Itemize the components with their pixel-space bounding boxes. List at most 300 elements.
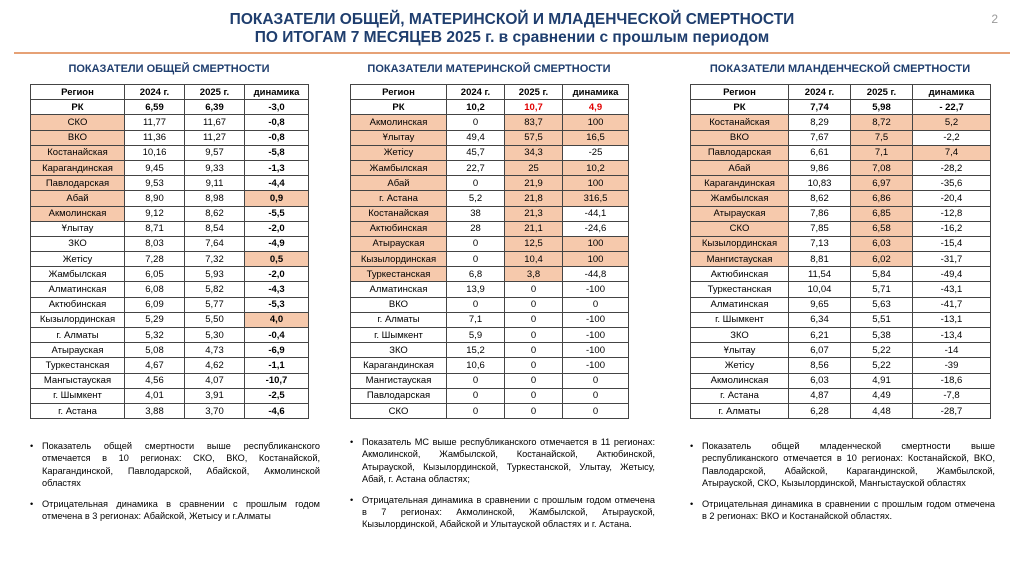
dynamics-cell: -4,3: [245, 282, 309, 297]
region-cell: Ұлытау: [691, 343, 789, 358]
value-2024-cell: 7,13: [789, 236, 851, 251]
table-row: [691, 252, 991, 267]
dynamics-cell: 0: [563, 373, 629, 388]
col-header-2024: 2024 г.: [125, 85, 185, 100]
value-2024-cell: 6,21: [789, 328, 851, 343]
general-note-2: • Отрицательная динамика в сравнении с прошлым годом отмечена в 3 регионах: Абайской, Жетысу и г.Алматы: [30, 498, 320, 522]
region-cell: Костанайская: [691, 115, 789, 130]
table-row: [351, 343, 629, 358]
dynamics-cell: -49,4: [913, 267, 991, 282]
table-row: [31, 191, 309, 206]
infant-section-title: ПОКАЗАТЕЛИ МЛАНДЕНЧЕСКОЙ СМЕРТНОСТИ: [709, 63, 971, 75]
value-2025-cell: 10,4: [505, 252, 563, 267]
table-row: [691, 130, 991, 145]
table-row: [31, 221, 309, 236]
value-2025-cell: 5,30: [185, 328, 245, 343]
table-row: [31, 343, 309, 358]
value-2025-cell: 0: [505, 282, 563, 297]
table-row: [691, 115, 991, 130]
region-cell: Жетісу: [31, 252, 125, 267]
page-title-line1: ПОКАЗАТЕЛИ ОБЩЕЙ, МАТЕРИНСКОЙ И МЛАДЕНЧЕСКОЙ СМЕРТНОСТИ: [229, 11, 795, 28]
value-2024-cell: 10,83: [789, 176, 851, 191]
col-header-dynamics: динамика: [563, 85, 629, 100]
value-2024-cell: 11,36: [125, 130, 185, 145]
dynamics-cell: - 22,7: [913, 100, 991, 115]
table-row: [351, 297, 629, 312]
region-cell: СКО: [31, 115, 125, 130]
value-2025-cell: 7,32: [185, 252, 245, 267]
dynamics-cell: 5,2: [913, 115, 991, 130]
dynamics-cell: -100: [563, 343, 629, 358]
value-2025-cell: 83,7: [505, 115, 563, 130]
value-2024-cell: 0: [447, 236, 505, 251]
table-row: [691, 373, 991, 388]
value-2024-cell: 8,56: [789, 358, 851, 373]
table-row: [691, 282, 991, 297]
value-2025-cell: 7,5: [851, 130, 913, 145]
value-2025-cell: 4,73: [185, 343, 245, 358]
region-cell: Мангыстауская: [31, 373, 125, 388]
region-cell: г. Астана: [691, 388, 789, 403]
dynamics-cell: -2,0: [245, 221, 309, 236]
value-2024-cell: 11,54: [789, 267, 851, 282]
value-2025-cell: 0: [505, 388, 563, 403]
value-2024-cell: 6,09: [125, 297, 185, 312]
dynamics-cell: -14: [913, 343, 991, 358]
maternal-notes: [350, 436, 655, 539]
table-row: [691, 343, 991, 358]
table-row: [31, 160, 309, 175]
table-row: [691, 297, 991, 312]
value-2025-cell: 21,3: [505, 206, 563, 221]
table-row: [351, 130, 629, 145]
table-row: [351, 252, 629, 267]
region-cell: Алматинская: [351, 282, 447, 297]
table-row: [691, 100, 991, 115]
dynamics-cell: -5,8: [245, 145, 309, 160]
region-cell: Атырауская: [31, 343, 125, 358]
dynamics-cell: -13,1: [913, 312, 991, 327]
table-row: [31, 145, 309, 160]
region-cell: г. Шымкент: [691, 312, 789, 327]
table-row: [31, 328, 309, 343]
region-cell: Жетісу: [691, 358, 789, 373]
region-cell: Ұлытау: [351, 130, 447, 145]
table-row: [691, 388, 991, 403]
dynamics-cell: -4,9: [245, 236, 309, 251]
dynamics-cell: -43,1: [913, 282, 991, 297]
value-2024-cell: 7,74: [789, 100, 851, 115]
region-cell: Мангистауская: [691, 252, 789, 267]
infant-note-1: • Показатель общей младенческой смертности выше республиканского отмечается в 10 регионах: Костанайской, ВКО, Павлодарской, Абайской, Карагандинской, Жамбылской, Атырауской, СКО, Кызылординской, Мангыстауской областях: [690, 441, 995, 489]
value-2025-cell: 9,11: [185, 176, 245, 191]
region-cell: г. Астана: [31, 403, 125, 418]
value-2025-cell: 0: [505, 328, 563, 343]
dynamics-cell: -13,4: [913, 328, 991, 343]
region-cell: Туркестанская: [691, 282, 789, 297]
dynamics-cell: 0: [563, 403, 629, 418]
col-header-2025: 2025 г.: [185, 85, 245, 100]
col-header-2024: 2024 г.: [789, 85, 851, 100]
dynamics-cell: -4,4: [245, 176, 309, 191]
region-cell: Костанайская: [351, 206, 447, 221]
dynamics-cell: -39: [913, 358, 991, 373]
dynamics-cell: -35,6: [913, 176, 991, 191]
value-2024-cell: 5,32: [125, 328, 185, 343]
value-2024-cell: 3,88: [125, 403, 185, 418]
table-row: [351, 388, 629, 403]
value-2025-cell: 8,62: [185, 206, 245, 221]
value-2025-cell: 9,57: [185, 145, 245, 160]
value-2025-cell: 34,3: [505, 145, 563, 160]
region-cell: Карагандинская: [31, 160, 125, 175]
infant-mortality-table: [690, 84, 991, 419]
value-2025-cell: 5,98: [851, 100, 913, 115]
note-text: Показатель общей младенческой смертности выше республиканского отмечается в 10 регионах: Костанайской, ВКО, Павлодарской, Абайской, Карагандинской, Жамбылской, Атырауской, СКО, Кызылординской, Мангыстауской областях: [702, 441, 995, 489]
dynamics-cell: -44,8: [563, 267, 629, 282]
value-2025-cell: 3,70: [185, 403, 245, 418]
table-row: [691, 145, 991, 160]
col-header-2024: 2024 г.: [447, 85, 505, 100]
value-2024-cell: 7,85: [789, 221, 851, 236]
note-text: Отрицательная динамика в сравнении с прошлым годом отмечена в 2 регионах: ВКО и Костанайской областях.: [702, 498, 995, 522]
value-2025-cell: 4,48: [851, 403, 913, 418]
dynamics-cell: -100: [563, 282, 629, 297]
value-2025-cell: 5,51: [851, 312, 913, 327]
value-2024-cell: 4,01: [125, 388, 185, 403]
value-2025-cell: 21,9: [505, 176, 563, 191]
col-header-2025: 2025 г.: [505, 85, 563, 100]
table-row: [31, 115, 309, 130]
table-row: [351, 328, 629, 343]
value-2025-cell: 7,1: [851, 145, 913, 160]
value-2025-cell: 5,50: [185, 312, 245, 327]
region-cell: Акмолинская: [691, 373, 789, 388]
dynamics-cell: -100: [563, 312, 629, 327]
value-2025-cell: 5,77: [185, 297, 245, 312]
table-row: [351, 221, 629, 236]
value-2024-cell: 6,61: [789, 145, 851, 160]
maternal-mortality-table: [350, 84, 629, 419]
col-header-dynamics: динамика: [245, 85, 309, 100]
value-2025-cell: 6,58: [851, 221, 913, 236]
value-2024-cell: 49,4: [447, 130, 505, 145]
dynamics-cell: 0: [563, 297, 629, 312]
value-2025-cell: 4,07: [185, 373, 245, 388]
region-cell: Абай: [691, 160, 789, 175]
region-cell: Алматинская: [31, 282, 125, 297]
dynamics-cell: -100: [563, 328, 629, 343]
region-cell: Актюбинская: [31, 297, 125, 312]
table-row: [351, 206, 629, 221]
dynamics-cell: -41,7: [913, 297, 991, 312]
table-row: [31, 373, 309, 388]
table-row: [31, 403, 309, 418]
value-2024-cell: 5,08: [125, 343, 185, 358]
infant-notes: [690, 440, 995, 530]
value-2025-cell: 8,72: [851, 115, 913, 130]
table-row: [691, 358, 991, 373]
table-row: [351, 267, 629, 282]
dynamics-cell: 7,4: [913, 145, 991, 160]
region-cell: Актюбинская: [351, 221, 447, 236]
value-2024-cell: 10,2: [447, 100, 505, 115]
value-2024-cell: 6,03: [789, 373, 851, 388]
value-2025-cell: 6,03: [851, 236, 913, 251]
table-row: [351, 191, 629, 206]
value-2025-cell: 9,33: [185, 160, 245, 175]
region-cell: Туркестанская: [351, 267, 447, 282]
dynamics-cell: 0: [563, 388, 629, 403]
table-row: [691, 176, 991, 191]
region-cell: Жамбылская: [351, 160, 447, 175]
value-2025-cell: 57,5: [505, 130, 563, 145]
region-cell: Жамбылская: [31, 267, 125, 282]
table-row: [351, 100, 629, 115]
general-note-1: • Показатель общей смертности выше республиканского отмечается в 10 регионах: СКО, ВКО, Костанайской, Карагандинской, Павлодарской, Абайской, Акмолинской областях: [30, 441, 320, 489]
region-cell: РК: [351, 100, 447, 115]
region-cell: Актюбинская: [691, 267, 789, 282]
value-2025-cell: 6,39: [185, 100, 245, 115]
table-row: [31, 176, 309, 191]
region-cell: РК: [691, 100, 789, 115]
region-cell: СКО: [351, 403, 447, 418]
value-2024-cell: 4,87: [789, 388, 851, 403]
value-2024-cell: 8,03: [125, 236, 185, 251]
table-row: [31, 206, 309, 221]
value-2025-cell: 0: [505, 297, 563, 312]
region-cell: СКО: [691, 221, 789, 236]
dynamics-cell: 100: [563, 236, 629, 251]
dynamics-cell: -6,9: [245, 343, 309, 358]
value-2025-cell: 5,93: [185, 267, 245, 282]
region-cell: Атырауская: [691, 206, 789, 221]
table-row: [31, 297, 309, 312]
value-2025-cell: 3,91: [185, 388, 245, 403]
value-2025-cell: 6,85: [851, 206, 913, 221]
dynamics-cell: -0,8: [245, 115, 309, 130]
dynamics-cell: -1,3: [245, 160, 309, 175]
region-cell: Костанайская: [31, 145, 125, 160]
region-cell: Жетісу: [351, 145, 447, 160]
region-cell: ВКО: [31, 130, 125, 145]
value-2024-cell: 5,9: [447, 328, 505, 343]
region-cell: ЗКО: [31, 236, 125, 251]
value-2024-cell: 5,2: [447, 191, 505, 206]
table-row: [351, 160, 629, 175]
region-cell: Павлодарская: [31, 176, 125, 191]
value-2025-cell: 5,71: [851, 282, 913, 297]
value-2025-cell: 6,97: [851, 176, 913, 191]
dynamics-cell: -16,2: [913, 221, 991, 236]
table-row: [691, 160, 991, 175]
dynamics-cell: -24,6: [563, 221, 629, 236]
region-cell: Акмолинская: [351, 115, 447, 130]
value-2025-cell: 11,67: [185, 115, 245, 130]
value-2024-cell: 9,45: [125, 160, 185, 175]
table-row: [31, 358, 309, 373]
value-2024-cell: 7,1: [447, 312, 505, 327]
value-2024-cell: 6,8: [447, 267, 505, 282]
value-2024-cell: 22,7: [447, 160, 505, 175]
region-cell: г. Шымкент: [351, 328, 447, 343]
region-cell: г. Алматы: [31, 328, 125, 343]
value-2024-cell: 5,29: [125, 312, 185, 327]
value-2024-cell: 0: [447, 297, 505, 312]
dynamics-cell: -100: [563, 358, 629, 373]
page-number: 2: [991, 12, 998, 26]
table-row: [351, 373, 629, 388]
dynamics-cell: -12,8: [913, 206, 991, 221]
value-2024-cell: 9,12: [125, 206, 185, 221]
value-2025-cell: 7,64: [185, 236, 245, 251]
region-cell: Карагандинская: [351, 358, 447, 373]
value-2024-cell: 7,28: [125, 252, 185, 267]
region-cell: Павлодарская: [691, 145, 789, 160]
dynamics-cell: 316,5: [563, 191, 629, 206]
dynamics-cell: 16,5: [563, 130, 629, 145]
value-2024-cell: 8,62: [789, 191, 851, 206]
value-2024-cell: 8,81: [789, 252, 851, 267]
region-cell: Павлодарская: [351, 388, 447, 403]
table-row: [351, 312, 629, 327]
col-header-dynamics: динамика: [913, 85, 991, 100]
dynamics-cell: -2,2: [913, 130, 991, 145]
dynamics-cell: -44,1: [563, 206, 629, 221]
value-2024-cell: 0: [447, 252, 505, 267]
value-2024-cell: 11,77: [125, 115, 185, 130]
dynamics-cell: -28,2: [913, 160, 991, 175]
table-row: [691, 267, 991, 282]
value-2025-cell: 4,62: [185, 358, 245, 373]
value-2024-cell: 10,6: [447, 358, 505, 373]
value-2025-cell: 5,84: [851, 267, 913, 282]
value-2024-cell: 6,59: [125, 100, 185, 115]
header-divider: [14, 52, 1010, 54]
region-cell: Алматинская: [691, 297, 789, 312]
value-2025-cell: 8,54: [185, 221, 245, 236]
region-cell: г. Алматы: [691, 403, 789, 418]
general-section-title: ПОКАЗАТЕЛИ ОБЩЕЙ СМЕРТНОСТИ: [68, 63, 270, 75]
value-2024-cell: 8,71: [125, 221, 185, 236]
value-2024-cell: 8,90: [125, 191, 185, 206]
dynamics-cell: 0,9: [245, 191, 309, 206]
table-row: [351, 358, 629, 373]
value-2024-cell: 0: [447, 176, 505, 191]
value-2024-cell: 4,67: [125, 358, 185, 373]
dynamics-cell: -3,0: [245, 100, 309, 115]
table-row: [351, 403, 629, 418]
dynamics-cell: -25: [563, 145, 629, 160]
value-2025-cell: 5,82: [185, 282, 245, 297]
dynamics-cell: 4,0: [245, 312, 309, 327]
dynamics-cell: -0,4: [245, 328, 309, 343]
value-2024-cell: 6,07: [789, 343, 851, 358]
value-2025-cell: 21,8: [505, 191, 563, 206]
value-2024-cell: 8,29: [789, 115, 851, 130]
value-2025-cell: 5,63: [851, 297, 913, 312]
table-row: [31, 236, 309, 251]
region-cell: ЗКО: [691, 328, 789, 343]
value-2025-cell: 0: [505, 403, 563, 418]
value-2025-cell: 5,22: [851, 358, 913, 373]
dynamics-cell: -31,7: [913, 252, 991, 267]
table-row: [31, 312, 309, 327]
table-row: [31, 388, 309, 403]
region-cell: ВКО: [691, 130, 789, 145]
dynamics-cell: -5,3: [245, 297, 309, 312]
general-mortality-table: [30, 84, 309, 419]
region-cell: г. Астана: [351, 191, 447, 206]
table-row: [351, 115, 629, 130]
value-2025-cell: 5,22: [851, 343, 913, 358]
note-text: Показатель МС выше республиканского отмечается в 11 регионах: Акмолинской, Жамбылской, Костанайской, Актюбинской, Атырауской, Кызылординской, Туркестанской, Улытау, Жетысу, Абай, г. Астана областях;: [362, 437, 655, 485]
value-2024-cell: 4,56: [125, 373, 185, 388]
dynamics-cell: 10,2: [563, 160, 629, 175]
region-cell: РК: [31, 100, 125, 115]
value-2025-cell: 5,38: [851, 328, 913, 343]
region-cell: г. Шымкент: [31, 388, 125, 403]
value-2025-cell: 4,91: [851, 373, 913, 388]
value-2024-cell: 10,16: [125, 145, 185, 160]
maternal-note-1: • Показатель МС выше республиканского отмечается в 11 регионах: Акмолинской, Жамбылской, Костанайской, Актюбинской, Атырауской, Кызылординской, Туркестанской, Улытау, Жетысу, Абай, г. Астана областях;: [350, 437, 655, 485]
value-2024-cell: 9,53: [125, 176, 185, 191]
maternal-note-2: • Отрицательная динамика в сравнении с прошлым годом отмечена в 7 регионах: Акмолинской, Жамбылской, Атырауской, Кызылординской, Абайской и Улытауской областях и г. Астана.: [350, 494, 655, 530]
dynamics-cell: 100: [563, 252, 629, 267]
value-2025-cell: 0: [505, 343, 563, 358]
table-row: [31, 252, 309, 267]
value-2025-cell: 8,98: [185, 191, 245, 206]
value-2025-cell: 4,49: [851, 388, 913, 403]
table-row: [31, 282, 309, 297]
note-text: Отрицательная динамика в сравнении с прошлым годом отмечена в 7 регионах: Акмолинской, Жамбылской, Атырауской, Кызылординской, Абайской и Улытауской областях и г. Астана.: [362, 494, 655, 530]
value-2024-cell: 38: [447, 206, 505, 221]
table-row: [351, 145, 629, 160]
table-row: [31, 130, 309, 145]
value-2024-cell: 9,65: [789, 297, 851, 312]
table-row: [691, 221, 991, 236]
region-cell: ВКО: [351, 297, 447, 312]
value-2024-cell: 6,08: [125, 282, 185, 297]
value-2024-cell: 6,05: [125, 267, 185, 282]
dynamics-cell: 0,5: [245, 252, 309, 267]
dynamics-cell: -0,8: [245, 130, 309, 145]
dynamics-cell: -2,5: [245, 388, 309, 403]
col-header-region: Регион: [351, 85, 447, 100]
col-header-region: Регион: [31, 85, 125, 100]
value-2024-cell: 7,67: [789, 130, 851, 145]
value-2025-cell: 11,27: [185, 130, 245, 145]
infant-note-2: • Отрицательная динамика в сравнении с прошлым годом отмечена в 2 регионах: ВКО и Костанайской областях.: [690, 498, 995, 522]
value-2025-cell: 0: [505, 373, 563, 388]
table-row: [351, 176, 629, 191]
general-notes: [30, 440, 320, 530]
dynamics-cell: -10,7: [245, 373, 309, 388]
value-2024-cell: 0: [447, 115, 505, 130]
col-header-2025: 2025 г.: [851, 85, 913, 100]
region-cell: Абай: [351, 176, 447, 191]
maternal-section-title: ПОКАЗАТЕЛИ МАТЕРИНСКОЙ СМЕРТНОСТИ: [367, 63, 611, 75]
table-row: [691, 191, 991, 206]
dynamics-cell: -28,7: [913, 403, 991, 418]
region-cell: г. Алматы: [351, 312, 447, 327]
value-2025-cell: 10,7: [505, 100, 563, 115]
value-2024-cell: 9,86: [789, 160, 851, 175]
note-text: Показатель общей смертности выше республиканского отмечается в 10 регионах: СКО, ВКО, Костанайской, Карагандинской, Павлодарской, Абайской, Акмолинской областях: [42, 441, 320, 489]
dynamics-cell: 4,9: [563, 100, 629, 115]
dynamics-cell: -15,4: [913, 236, 991, 251]
value-2024-cell: 10,04: [789, 282, 851, 297]
